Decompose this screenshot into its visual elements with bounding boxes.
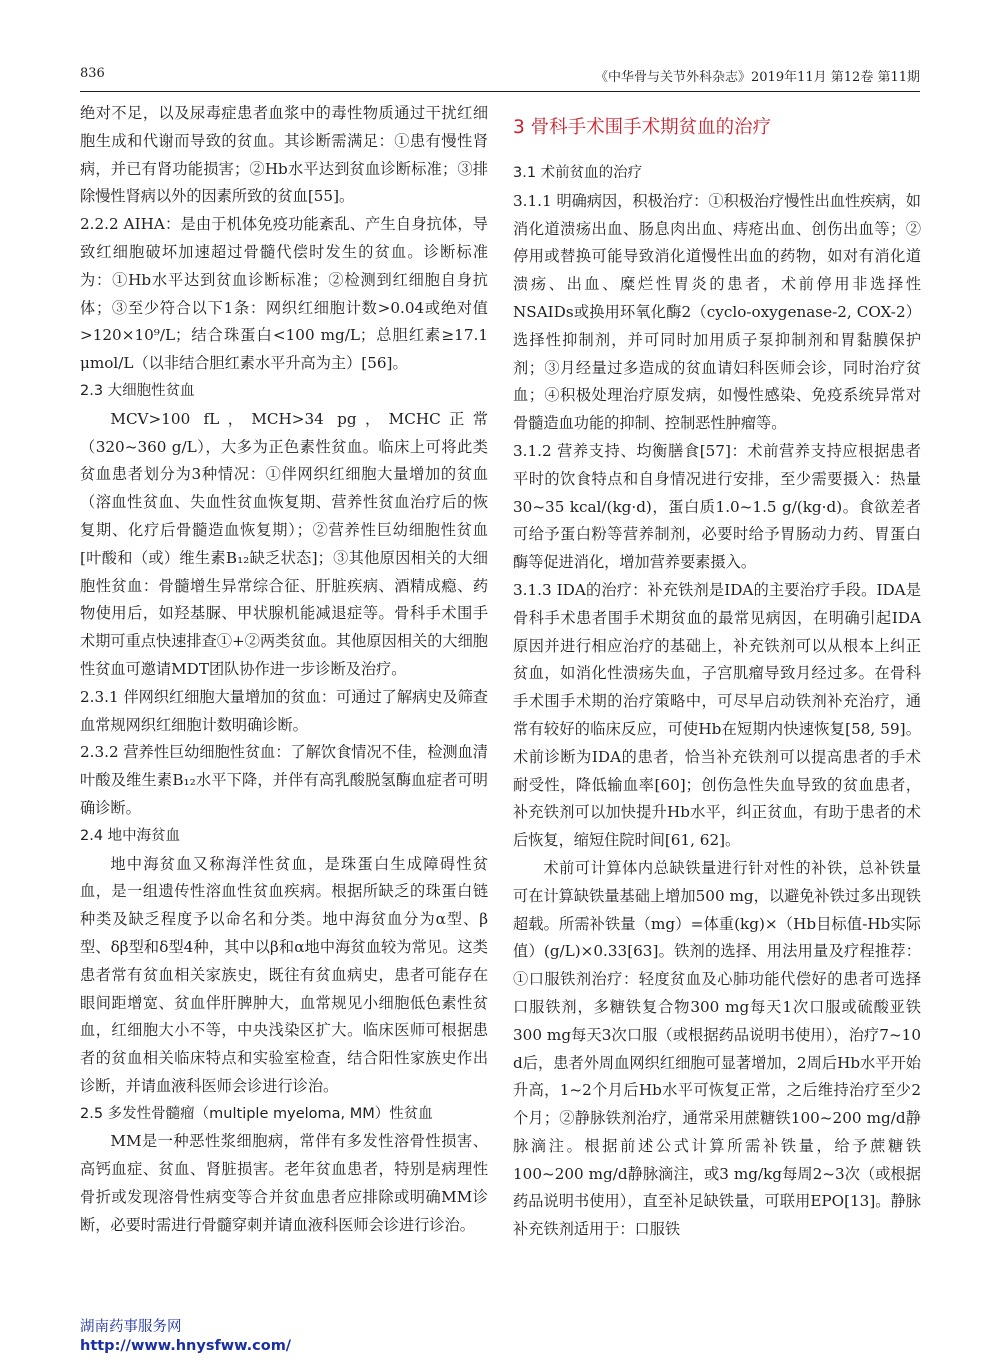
- paragraph-thalassemia: 地中海贫血又称海洋性贫血，是珠蛋白生成障碍性贫血，是一组遗传性溶血性贫血疾病。根据所缺乏的珠蛋白链种类及缺乏程度予以命名和分类。地中海贫血分为α型、β型、δβ型和δ型4种，其中以β和α地中海贫血较为常见。这类患者常有贫血相关家族史，既往有贫血病史，患者可能存在眼间距增宽、贫血伴肝脾肿大，血常规见小细胞低色素性贫血，红细胞大小不等，中央浅染区扩大。临床医师可根据患者的贫血相关临床特点和实验室检查，结合阳性家族史作出诊断，并请血液科医师会诊进行诊治。: [80, 854, 488, 1095]
- page-number: 836: [80, 66, 105, 81]
- section-heading-myeloma: 2.5 多发性骨髓瘤（multiple myeloma, MM）性贫血: [80, 1105, 433, 1122]
- paragraph-etiology: 3.1.1 明确病因，积极治疗：①积极治疗慢性出血性疾病，如消化道溃疡出血、肠息肉出血、痔疮出血、创伤出血等；②停用或替换可能导致消化道慢性出血的药物，如对有消化道溃疡、出血、糜烂性胃炎的患者，术前停用非选择性NSAIDs或换用环氧化酶2（cyclo-oxygenase-2, COX-2）选择性抑制剂，并可同时加用质子泵抑制剂和胃黏膜保护剂；③月经量过多造成的贫血请妇科医师会诊，同时治疗贫血；④积极处理治疗原发病，如慢性感染、免疫系统异常对骨髓造血功能的抑制、控制恶性肿瘤等。: [513, 191, 921, 433]
- footer-site-name: 湖南药事服务网: [80, 1319, 182, 1335]
- section-heading-macrocytic: 2.3 大细胞性贫血: [80, 382, 195, 399]
- footer-site-url[interactable]: http://www.hnysfww.com/: [80, 1338, 292, 1354]
- paragraph-iron-dosage: 术前可计算体内总缺铁量进行针对性的补铁，总补铁量可在计算缺铁量基础上增加500 mg，以避免补铁过多出现铁超载。所需补铁量（mg）=体重(kg)×（Hb目标值-Hb实际值）(g/L)×0.33[63]。铁剂的选择、用法用量及疗程推荐：①口服铁剂治疗：轻度贫血及心肺功能代偿好的患者可选择口服铁剂，多糖铁复合物300 mg每天1次口服或硫酸亚铁300 mg每天3次口服（或根据药品说明书使用），治疗7~10 d后，患者外周血网织红细胞可显著增加，2周后Hb水平开始升高，1~2个月后Hb水平可恢复正常，之后维持治疗至少2个月；②静脉铁剂治疗，通常采用蔗糖铁100~200 mg/d静脉滴注。根据前述公式计算所需补铁量，给予蔗糖铁100~200 mg/d静脉滴注，或3 mg/kg每周2~3次（或根据药品说明书使用），直至补足缺铁量，可联用EPO[13]。静脉补充铁剂适用于：口服铁: [513, 858, 921, 1239]
- header-rule: [80, 91, 920, 92]
- paragraph-ida-treatment: 3.1.3 IDA的治疗：补充铁剂是IDA的主要治疗手段。IDA是骨科手术患者围手术期贫血的最常见病因，在明确引起IDA原因并进行相应治疗的基础上，补充铁剂可以从根本上纠正贫血，如消化性溃疡失血，子宫肌瘤导致月经过多。在骨科手术围手术期的治疗策略中，可尽早启动铁剂补充治疗，通常有较好的临床反应，可使Hb在短期内快速恢复[58, 59]。术前诊断为IDA的患者，恰当补充铁剂可以提高患者的手术耐受性，降低输血率[60]；创伤急性失血导致的贫血患者，补充铁剂可以加快提升Hb水平，纠正贫血，有助于患者的术后恢复，缩短住院时间[61, 62]。: [513, 580, 921, 850]
- footer-watermark: [80, 1318, 291, 1356]
- paragraph-aiha: 2.2.2 AIHA：是由于机体免疫功能紊乱、产生自身抗体，导致红细胞破坏加速超过骨髓代偿时发生的贫血。诊断标准为：①Hb水平达到贫血诊断标准；②检测到红细胞自身抗体；③至少符合以下1条：网织红细胞计数>0.04或绝对值>120×10⁹/L；结合珠蛋白<100 mg/L；总胆红素≥17.1 μmol/L（以非结合胆红素水平升高为主）[56]。: [80, 215, 488, 373]
- journal-citation: 《中华骨与关节外科杂志》2019年11月 第12卷 第11期: [595, 70, 920, 85]
- section-heading-treatment: 3 骨科手术围手术期贫血的治疗: [513, 117, 772, 138]
- section-heading-thalassemia: 2.4 地中海贫血: [80, 827, 181, 844]
- running-header: [80, 66, 920, 88]
- left-column: [80, 100, 488, 1240]
- paragraph-megaloblastic: 2.3.2 营养性巨幼细胞性贫血：了解饮食情况不佳，检测血清叶酸及维生素B₁₂水平下降，并伴有高乳酸脱氢酶血症者可明确诊断。: [80, 743, 488, 817]
- paragraph-nutrition: 3.1.2 营养支持、均衡膳食[57]：术前营养支持应根据患者平时的饮食特点和自身情况进行安排，至少需要摄入：热量30~35 kcal/(kg·d)，蛋白质1.0~1.5 g/(kg·d)。食欲差者可给予蛋白粉等营养制剂，必要时给予胃肠动力药、胃蛋白酶等促进消化，增加营养要素摄入。: [513, 441, 921, 572]
- paragraph-myeloma: MM是一种恶性浆细胞病，常伴有多发性溶骨性损害、高钙血症、贫血、肾脏损害。老年贫血患者，特别是病理性骨折或发现溶骨性病变等合并贫血患者应排除或明确MM诊断，必要时需进行骨髓穿刺并请血液科医师会诊进行诊治。: [80, 1132, 488, 1234]
- paragraph-ckd-anemia: 绝对不足，以及尿毒症患者血浆中的毒性物质通过干扰红细胞生成和代谢而导致的贫血。其诊断需满足：①患有慢性肾病，并已有肾功能损害；②Hb水平达到贫血诊断标准；③排除慢性肾病以外的因素所致的贫血[55]。: [80, 104, 488, 206]
- section-heading-preop: 3.1 术前贫血的治疗: [513, 165, 643, 181]
- paragraph-macrocytic: MCV>100 fL，MCH>34 pg，MCHC正常（320~360 g/L），大多为正色素性贫血。临床上可将此类贫血患者划分为3种情况：①伴网织红细胞大量增加的贫血（溶血性贫血、失血性贫血恢复期、营养性贫血治疗后的恢复期、化疗后骨髓造血恢复期）；②营养性巨幼细胞性贫血[叶酸和（或）维生素B₁₂缺乏状态]；③其他原因相关的大细胞性贫血：骨髓增生异常综合征、肝脏疾病、酒精成瘾、药物使用后，如羟基脲、甲状腺机能减退症等。骨科手术围手术期可重点快速排查①+②两类贫血。其他原因相关的大细胞性贫血可邀请MDT团队协作进一步诊断及治疗。: [80, 409, 488, 678]
- right-column: [513, 100, 921, 1244]
- paragraph-reticulocyte: 2.3.1 伴网织红细胞大量增加的贫血：可通过了解病史及筛查血常规网织红细胞计数明确诊断。: [80, 687, 488, 734]
